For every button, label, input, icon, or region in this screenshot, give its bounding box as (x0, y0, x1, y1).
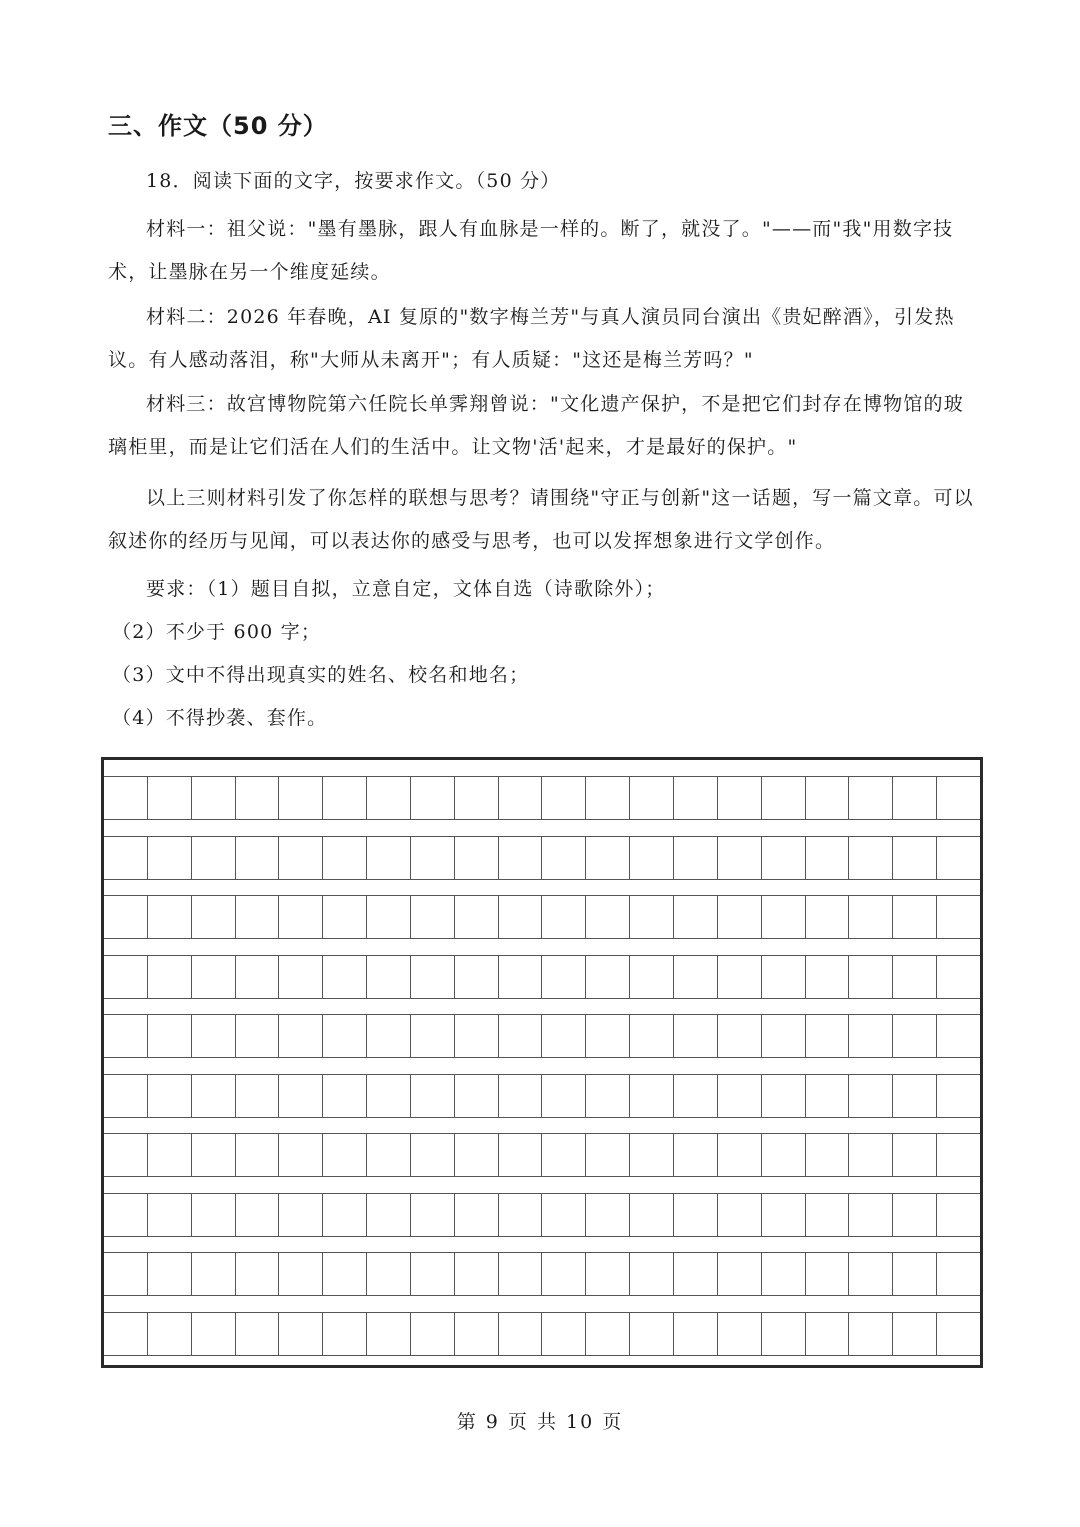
grid-cell[interactable] (323, 1015, 367, 1057)
grid-cell[interactable] (455, 1194, 499, 1236)
grid-cell[interactable] (148, 896, 192, 938)
grid-cell[interactable] (279, 896, 323, 938)
grid-cell[interactable] (586, 837, 630, 879)
grid-cell[interactable] (455, 1253, 499, 1295)
grid-cell[interactable] (542, 1134, 586, 1176)
page-footer: 第 9 页 共 10 页 (456, 1411, 624, 1433)
grid-cell[interactable] (192, 896, 236, 938)
grid-cell[interactable] (893, 1015, 937, 1057)
grid-cell[interactable] (849, 1015, 893, 1057)
grid-cell[interactable] (849, 956, 893, 998)
grid-cell[interactable] (586, 1313, 630, 1355)
grid-cell[interactable] (455, 956, 499, 998)
grid-cell[interactable] (630, 1194, 674, 1236)
grid-cell[interactable] (148, 837, 192, 879)
grid-cell[interactable] (893, 1134, 937, 1176)
grid-cell[interactable] (762, 837, 806, 879)
grid-cell[interactable] (236, 1075, 280, 1117)
grid-cell[interactable] (104, 777, 148, 819)
grid-cell[interactable] (279, 1194, 323, 1236)
grid-cell[interactable] (499, 1253, 543, 1295)
grid-cell[interactable] (718, 1134, 762, 1176)
grid-cell[interactable] (674, 1075, 718, 1117)
grid-cell[interactable] (893, 956, 937, 998)
grid-cell[interactable] (586, 1194, 630, 1236)
grid-cell[interactable] (499, 896, 543, 938)
grid-cell[interactable] (367, 1194, 411, 1236)
grid-cell[interactable] (192, 1253, 236, 1295)
grid-cell[interactable] (630, 1253, 674, 1295)
grid-cell[interactable] (323, 956, 367, 998)
grid-cell[interactable] (718, 1075, 762, 1117)
grid-cell[interactable] (762, 1134, 806, 1176)
grid-cell[interactable] (411, 777, 455, 819)
grid-cell[interactable] (893, 1075, 937, 1117)
grid-cell[interactable] (849, 1313, 893, 1355)
grid-cell[interactable] (323, 1075, 367, 1117)
grid-cell[interactable] (236, 1253, 280, 1295)
grid-cell[interactable] (937, 1253, 980, 1295)
grid-cell[interactable] (367, 1015, 411, 1057)
grid-cell[interactable] (542, 1015, 586, 1057)
grid-cell[interactable] (718, 956, 762, 998)
grid-cell[interactable] (148, 1313, 192, 1355)
grid-cell[interactable] (499, 1313, 543, 1355)
grid-cell[interactable] (148, 1134, 192, 1176)
grid-cell[interactable] (104, 1075, 148, 1117)
grid-cell[interactable] (674, 1194, 718, 1236)
grid-cell[interactable] (192, 777, 236, 819)
grid-cell[interactable] (148, 777, 192, 819)
grid-cell[interactable] (806, 837, 850, 879)
grid-cell[interactable] (148, 956, 192, 998)
grid-cell[interactable] (630, 1134, 674, 1176)
grid-cell[interactable] (192, 1313, 236, 1355)
grid-cell[interactable] (367, 777, 411, 819)
section-title: 三、作文（50 分） (108, 112, 328, 140)
essay-prompt: 以上三则材料引发了你怎样的联想与思考？请围绕"守正与创新"这一话题，写一篇文章。可以叙述你的经历与见闻，可以表达你的感受与思考，也可以发挥想象进行文学创作。 (108, 487, 974, 552)
grid-cell[interactable] (104, 1015, 148, 1057)
grid-cell[interactable] (192, 1075, 236, 1117)
grid-cell[interactable] (499, 1015, 543, 1057)
grid-cell[interactable] (542, 956, 586, 998)
grid-cell[interactable] (192, 956, 236, 998)
grid-cell[interactable] (806, 1015, 850, 1057)
grid-cell[interactable] (762, 1015, 806, 1057)
grid-row (104, 1252, 980, 1296)
grid-cell[interactable] (455, 896, 499, 938)
grid-cell[interactable] (323, 896, 367, 938)
grid-cell[interactable] (367, 896, 411, 938)
grid-cell[interactable] (937, 1134, 980, 1176)
grid-cell[interactable] (674, 1253, 718, 1295)
grid-cell[interactable] (762, 1194, 806, 1236)
grid-cell[interactable] (630, 896, 674, 938)
grid-cell[interactable] (586, 1075, 630, 1117)
grid-cell[interactable] (806, 1253, 850, 1295)
requirement-2: （2）不少于 600 字； (112, 621, 322, 643)
grid-cell[interactable] (893, 1313, 937, 1355)
grid-cell[interactable] (893, 896, 937, 938)
grid-cell[interactable] (279, 837, 323, 879)
grid-cell[interactable] (937, 1313, 980, 1355)
grid-cell[interactable] (630, 1313, 674, 1355)
grid-cell[interactable] (674, 1015, 718, 1057)
grid-cell[interactable] (499, 777, 543, 819)
grid-cell[interactable] (104, 1313, 148, 1355)
grid-cell[interactable] (411, 1194, 455, 1236)
grid-cell[interactable] (937, 837, 980, 879)
grid-cell[interactable] (762, 777, 806, 819)
grid-cell[interactable] (849, 1134, 893, 1176)
grid-cell[interactable] (937, 1075, 980, 1117)
grid-cell[interactable] (148, 1015, 192, 1057)
grid-cell[interactable] (630, 1075, 674, 1117)
grid-row (104, 1074, 980, 1118)
grid-cell[interactable] (762, 1313, 806, 1355)
grid-cell[interactable] (937, 956, 980, 998)
grid-cell[interactable] (806, 1313, 850, 1355)
writing-grid[interactable] (101, 757, 983, 1368)
grid-cell[interactable] (236, 1194, 280, 1236)
grid-cell[interactable] (893, 777, 937, 819)
grid-cell[interactable] (630, 777, 674, 819)
grid-cell[interactable] (542, 777, 586, 819)
grid-cell[interactable] (542, 1253, 586, 1295)
grid-cell[interactable] (762, 956, 806, 998)
grid-cell[interactable] (411, 1253, 455, 1295)
grid-cell[interactable] (806, 777, 850, 819)
grid-row (104, 836, 980, 880)
grid-cell[interactable] (762, 896, 806, 938)
grid-cell[interactable] (718, 1194, 762, 1236)
grid-cell[interactable] (411, 956, 455, 998)
grid-row (104, 1312, 980, 1356)
grid-cell[interactable] (718, 777, 762, 819)
grid-cell[interactable] (849, 777, 893, 819)
grid-cell[interactable] (718, 1313, 762, 1355)
grid-cell[interactable] (893, 1253, 937, 1295)
grid-cell[interactable] (323, 777, 367, 819)
grid-cell[interactable] (674, 956, 718, 998)
grid-cell[interactable] (937, 1194, 980, 1236)
grid-cell[interactable] (192, 1194, 236, 1236)
grid-cell[interactable] (279, 777, 323, 819)
grid-cell[interactable] (542, 1313, 586, 1355)
grid-cell[interactable] (367, 1075, 411, 1117)
grid-cell[interactable] (937, 896, 980, 938)
grid-row (104, 955, 980, 999)
grid-cell[interactable] (542, 896, 586, 938)
grid-cell[interactable] (718, 837, 762, 879)
material-1: 材料一：祖父说："墨有墨脉，跟人有血脉是一样的。断了，就没了。"——而"我"用数字技术，让墨脉在另一个维度延续。 (108, 218, 954, 283)
grid-cell[interactable] (104, 1194, 148, 1236)
grid-cell[interactable] (236, 1134, 280, 1176)
grid-cell[interactable] (542, 1075, 586, 1117)
grid-cell[interactable] (104, 896, 148, 938)
grid-cell[interactable] (499, 1134, 543, 1176)
grid-cell[interactable] (236, 1015, 280, 1057)
grid-row (104, 1133, 980, 1177)
grid-cell[interactable] (718, 896, 762, 938)
grid-cell[interactable] (148, 1075, 192, 1117)
grid-cell[interactable] (674, 837, 718, 879)
requirement-4: （4）不得抄袭、套作。 (112, 707, 328, 729)
grid-cell[interactable] (104, 837, 148, 879)
material-2: 材料二：2026 年春晚，AI 复原的"数字梅兰芳"与真人演员同台演出《贵妃醉酒》，引发热议。有人感动落泪，称"大师从未离开"；有人质疑："这还是梅兰芳吗？" (108, 306, 955, 371)
grid-row (104, 776, 980, 820)
grid-cell[interactable] (499, 837, 543, 879)
grid-cell[interactable] (586, 1134, 630, 1176)
grid-cell[interactable] (542, 1194, 586, 1236)
grid-cell[interactable] (762, 1253, 806, 1295)
requirement-3: （3）文中不得出现真实的姓名、校名和地名； (112, 664, 530, 686)
grid-cell[interactable] (367, 837, 411, 879)
grid-cell[interactable] (542, 837, 586, 879)
grid-cell[interactable] (674, 896, 718, 938)
grid-cell[interactable] (236, 956, 280, 998)
grid-cell[interactable] (323, 1194, 367, 1236)
grid-cell[interactable] (104, 1134, 148, 1176)
grid-cell[interactable] (323, 1253, 367, 1295)
grid-cell[interactable] (367, 1313, 411, 1355)
grid-cell[interactable] (718, 1015, 762, 1057)
grid-cell[interactable] (279, 1015, 323, 1057)
grid-cell[interactable] (893, 1194, 937, 1236)
grid-cell[interactable] (236, 837, 280, 879)
grid-cell[interactable] (630, 837, 674, 879)
grid-cell[interactable] (806, 1134, 850, 1176)
grid-cell[interactable] (499, 1075, 543, 1117)
grid-cell[interactable] (806, 896, 850, 938)
grid-cell[interactable] (279, 1313, 323, 1355)
grid-cell[interactable] (236, 1313, 280, 1355)
grid-cell[interactable] (455, 1313, 499, 1355)
grid-cell[interactable] (367, 956, 411, 998)
grid-cell[interactable] (367, 1253, 411, 1295)
grid-cell[interactable] (586, 956, 630, 998)
grid-row (104, 1193, 980, 1237)
grid-cell[interactable] (279, 956, 323, 998)
grid-cell[interactable] (849, 1194, 893, 1236)
grid-cell[interactable] (630, 1015, 674, 1057)
grid-cell[interactable] (630, 956, 674, 998)
grid-cell[interactable] (323, 1313, 367, 1355)
grid-cell[interactable] (323, 1134, 367, 1176)
grid-cell[interactable] (849, 837, 893, 879)
grid-cell[interactable] (586, 777, 630, 819)
grid-cell[interactable] (236, 777, 280, 819)
grid-cell[interactable] (937, 1015, 980, 1057)
requirement-1: 要求：（1）题目自拟，立意自定，文体自选（诗歌除外）； (146, 578, 666, 600)
grid-cell[interactable] (499, 956, 543, 998)
grid-cell[interactable] (192, 1134, 236, 1176)
grid-cell[interactable] (104, 956, 148, 998)
grid-cell[interactable] (455, 837, 499, 879)
grid-cell[interactable] (279, 1134, 323, 1176)
grid-cell[interactable] (586, 1253, 630, 1295)
grid-cell[interactable] (849, 896, 893, 938)
grid-cell[interactable] (411, 837, 455, 879)
grid-cell[interactable] (937, 777, 980, 819)
material-3: 材料三：故宫博物院第六任院长单霁翔曾说："文化遗产保护，不是把它们封存在博物馆的玻璃柜里，而是让它们活在人们的生活中。让文物'活'起来，才是最好的保护。" (108, 393, 964, 458)
grid-cell[interactable] (499, 1194, 543, 1236)
grid-cell[interactable] (455, 777, 499, 819)
grid-cell[interactable] (455, 1134, 499, 1176)
grid-cell[interactable] (148, 1194, 192, 1236)
grid-cell[interactable] (279, 1075, 323, 1117)
grid-cell[interactable] (104, 1253, 148, 1295)
grid-cell[interactable] (586, 1015, 630, 1057)
grid-cell[interactable] (192, 1015, 236, 1057)
grid-cell[interactable] (762, 1075, 806, 1117)
grid-cell[interactable] (367, 1134, 411, 1176)
grid-cell[interactable] (674, 777, 718, 819)
grid-cell[interactable] (411, 1015, 455, 1057)
grid-cell[interactable] (806, 1194, 850, 1236)
grid-cell[interactable] (279, 1253, 323, 1295)
grid-cell[interactable] (893, 837, 937, 879)
grid-row (104, 895, 980, 939)
grid-cell[interactable] (411, 896, 455, 938)
grid-cell[interactable] (849, 1075, 893, 1117)
grid-cell[interactable] (236, 896, 280, 938)
grid-cell[interactable] (674, 1313, 718, 1355)
grid-cell[interactable] (455, 1075, 499, 1117)
grid-cell[interactable] (586, 896, 630, 938)
grid-cell[interactable] (806, 956, 850, 998)
grid-cell[interactable] (148, 1253, 192, 1295)
grid-cell[interactable] (411, 1313, 455, 1355)
grid-cell[interactable] (192, 837, 236, 879)
grid-cell[interactable] (718, 1253, 762, 1295)
grid-cell[interactable] (806, 1075, 850, 1117)
grid-cell[interactable] (849, 1253, 893, 1295)
grid-row (104, 1014, 980, 1058)
grid-cell[interactable] (455, 1015, 499, 1057)
grid-cell[interactable] (411, 1134, 455, 1176)
grid-cell[interactable] (674, 1134, 718, 1176)
grid-cell[interactable] (323, 837, 367, 879)
question-intro: 18．阅读下面的文字，按要求作文。（50 分） (146, 170, 561, 192)
grid-cell[interactable] (411, 1075, 455, 1117)
